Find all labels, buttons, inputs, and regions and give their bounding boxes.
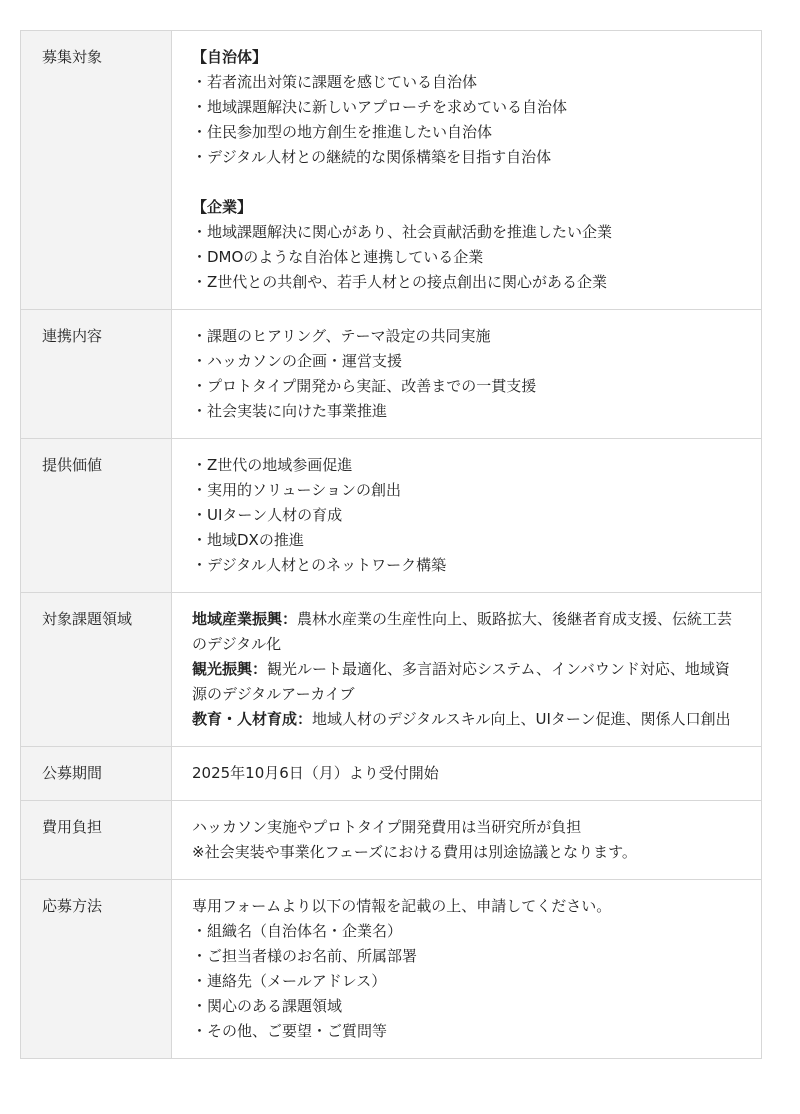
table-row-provided-value	[21, 439, 762, 593]
list-item: ・社会実装に向けた事業推進	[192, 402, 388, 420]
issue-area-text: 地域人材のデジタルスキル向上、UIターン促進、関係人口創出	[312, 710, 731, 728]
list-item: ・プロトタイプ開発から実証、改善までの一貫支援	[192, 377, 537, 395]
row-content	[172, 593, 762, 747]
table-row-application-period	[21, 747, 762, 801]
list-item: ・地域DXの推進	[192, 531, 304, 549]
issue-area-title: 教育・人材育成：	[192, 710, 313, 728]
list-item: ・DMOのような自治体と連携している企業	[192, 248, 484, 266]
period-text: 2025年10月6日（月）より受付開始	[192, 764, 439, 782]
list-item: ・組織名（自治体名・企業名）	[192, 922, 403, 940]
issue-area-text: 農林水産業の生産性向上、販路拡大、後継者育成支援、伝統工芸のデジタル化	[192, 610, 733, 653]
group-heading-company: 【企業】	[192, 198, 253, 216]
table-row-target-issue-areas	[21, 593, 762, 747]
list-item: ・Z世代との共創や、若手人材との接点創出に関心がある企業	[192, 273, 607, 291]
row-content	[172, 880, 762, 1059]
issue-area-item	[192, 707, 741, 732]
row-label: 対象課題領域	[21, 593, 172, 747]
list-item: ・ご担当者様のお名前、所属部署	[192, 947, 418, 965]
list-item: ・Z世代の地域参画促進	[192, 456, 353, 474]
list-item: ・住民参加型の地方創生を推進したい自治体	[192, 123, 493, 141]
table-row-application-method	[21, 880, 762, 1059]
row-label: 費用負担	[21, 801, 172, 880]
cost-note: ※社会実装や事業化フェーズにおける費用は別途協議となります。	[192, 843, 637, 861]
row-label: 公募期間	[21, 747, 172, 801]
list-item: ・連絡先（メールアドレス）	[192, 972, 387, 990]
group-heading-municipality: 【自治体】	[192, 48, 268, 66]
table-row-cost-burden	[21, 801, 762, 880]
recruitment-info-table	[20, 30, 762, 1059]
row-content	[172, 310, 762, 439]
list-item: ・ハッカソンの企画・運営支援	[192, 352, 403, 370]
table-row-recruitment-target	[21, 31, 762, 310]
list-item: ・デジタル人材とのネットワーク構築	[192, 556, 447, 574]
row-label: 募集対象	[21, 31, 172, 310]
row-label: 連携内容	[21, 310, 172, 439]
row-content	[172, 747, 762, 801]
list-item: ・地域課題解決に新しいアプローチを求めている自治体	[192, 98, 568, 116]
list-item: ・その他、ご要望・ご質問等	[192, 1022, 388, 1040]
row-label: 提供価値	[21, 439, 172, 593]
row-content	[172, 439, 762, 593]
row-label: 応募方法	[21, 880, 172, 1059]
list-item: ・課題のヒアリング、テーマ設定の共同実施	[192, 327, 491, 345]
list-item: ・UIターン人材の育成	[192, 506, 343, 524]
spacer	[192, 170, 741, 195]
issue-area-text: 観光ルート最適化、多言語対応システム、インバウンド対応、地域資源のデジタルアーカイブ	[192, 660, 730, 703]
issue-area-item	[192, 607, 741, 657]
list-item: ・関心のある課題領域	[192, 997, 343, 1015]
list-item: ・若者流出対策に課題を感じている自治体	[192, 73, 478, 91]
row-content	[172, 801, 762, 880]
row-content	[172, 31, 762, 310]
table-row-collaboration-content	[21, 310, 762, 439]
list-item: ・地域課題解決に関心があり、社会貢献活動を推進したい企業	[192, 223, 613, 241]
issue-area-title: 観光振興：	[192, 660, 268, 678]
cost-text: ハッカソン実施やプロトタイプ開発費用は当研究所が負担	[192, 818, 582, 836]
issue-area-item	[192, 657, 741, 707]
list-item: ・デジタル人材との継続的な関係構築を目指す自治体	[192, 148, 552, 166]
list-item: ・実用的ソリューションの創出	[192, 481, 401, 499]
method-intro: 専用フォームより以下の情報を記載の上、申請してください。	[192, 897, 612, 915]
issue-area-title: 地域産業振興：	[192, 610, 298, 628]
